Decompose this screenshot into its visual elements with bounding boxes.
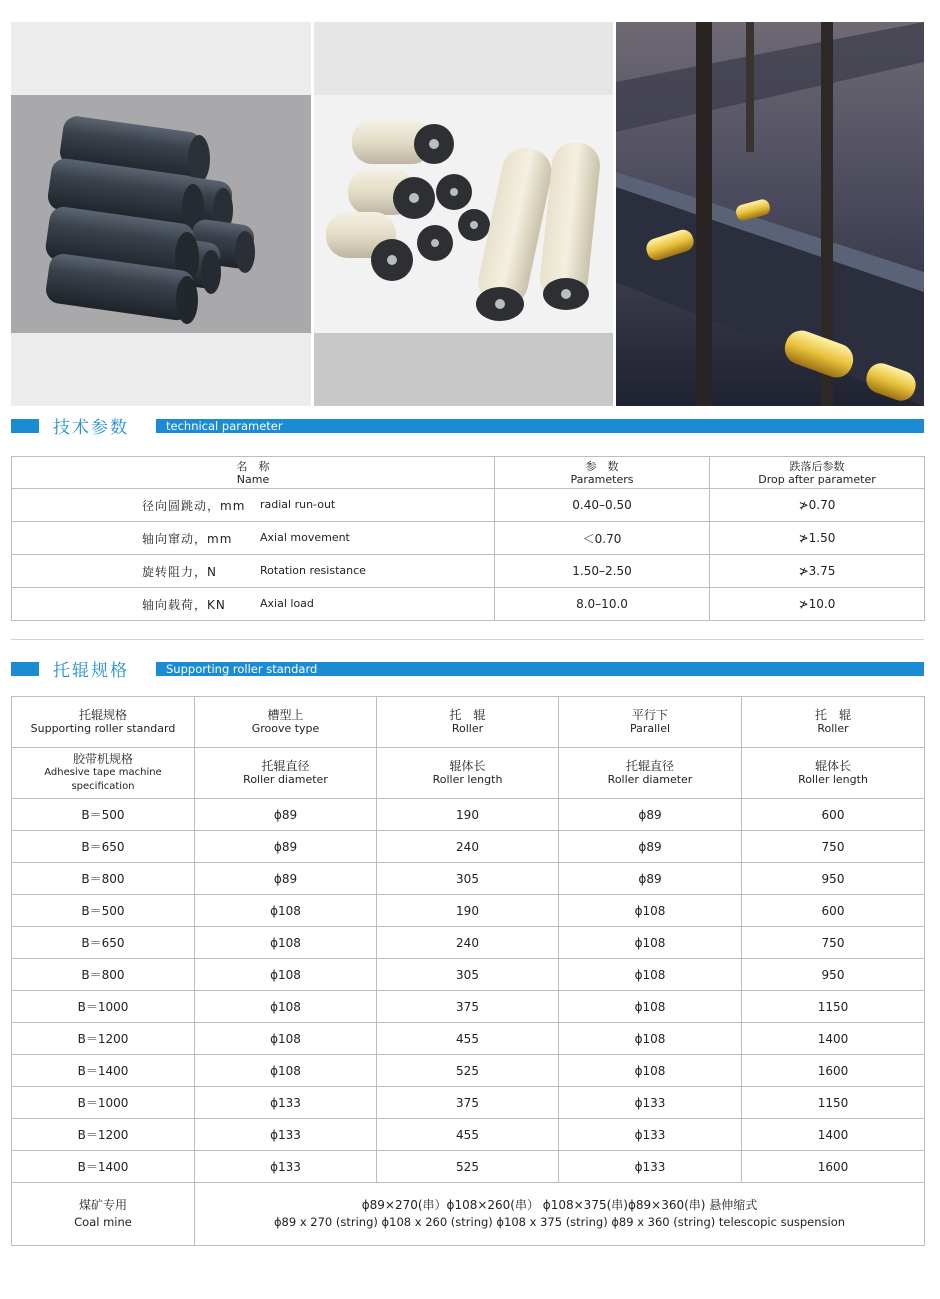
- tech-row: [12, 489, 925, 522]
- std-header-cell: [742, 697, 925, 748]
- parallel-roller-diameter: ϕ108: [559, 1055, 742, 1087]
- table-row: [12, 1087, 925, 1119]
- groove-roller-diameter: ϕ133: [195, 1119, 377, 1151]
- table-row: [12, 895, 925, 927]
- belt-width: B＝800: [12, 863, 195, 895]
- drop-value: ≯10.0: [710, 588, 925, 621]
- parallel-roller-length: 1150: [742, 991, 925, 1023]
- groove-roller-diameter: ϕ108: [195, 959, 377, 991]
- param-value: 8.0–10.0: [495, 588, 710, 621]
- std-title-en: Supporting roller standard: [166, 662, 318, 676]
- coal-mine-label: [12, 1183, 195, 1246]
- tech-header-drop: [710, 457, 925, 489]
- parallel-roller-diameter: ϕ89: [559, 863, 742, 895]
- belt-width: B＝1200: [12, 1023, 195, 1055]
- tech-name-cell: [12, 555, 495, 588]
- std-header-cell: [559, 748, 742, 799]
- groove-roller-length: 455: [377, 1023, 559, 1055]
- param-name-cn: 径向圆跳动，mm: [142, 499, 246, 513]
- coal-label-cn: 煤矿专用: [78, 1198, 127, 1212]
- header-en: Supporting roller standard: [30, 722, 176, 735]
- conveyor-photo: [616, 22, 924, 406]
- groove-roller-diameter: ϕ108: [195, 927, 377, 959]
- table-row: [12, 959, 925, 991]
- belt-width: B＝650: [12, 831, 195, 863]
- groove-roller-length: 190: [377, 799, 559, 831]
- tech-name-cell: [12, 489, 495, 522]
- groove-roller-length: 190: [377, 895, 559, 927]
- parallel-roller-length: 750: [742, 927, 925, 959]
- belt-width: B＝500: [12, 895, 195, 927]
- parallel-roller-diameter: ϕ108: [559, 895, 742, 927]
- param-value: 1.50–2.50: [495, 555, 710, 588]
- header-en: Roller diameter: [607, 773, 693, 786]
- parallel-roller-diameter: ϕ89: [559, 831, 742, 863]
- belt-width: B＝1000: [12, 1087, 195, 1119]
- parallel-roller-diameter: ϕ89: [559, 799, 742, 831]
- header-en: Roller length: [432, 773, 503, 786]
- std-header-cell: [12, 748, 195, 799]
- groove-roller-length: 240: [377, 831, 559, 863]
- parallel-roller-length: 1150: [742, 1087, 925, 1119]
- belt-width: B＝1200: [12, 1119, 195, 1151]
- tech-header-name: [12, 457, 495, 489]
- parallel-roller-diameter: ϕ133: [559, 1151, 742, 1183]
- drop-value: ≯1.50: [710, 522, 925, 555]
- parallel-roller-diameter: ϕ133: [559, 1119, 742, 1151]
- param-name-cn: 轴向窜动，mm: [142, 532, 233, 546]
- table-row: [12, 1055, 925, 1087]
- parallel-roller-length: 1600: [742, 1151, 925, 1183]
- std-header-cell: [195, 748, 377, 799]
- header-en: Adhesive tape machine specification: [44, 767, 162, 792]
- table-row: [12, 1119, 925, 1151]
- std-header-row-2: [12, 748, 925, 799]
- coal-spec-en: ϕ89 x 270 (string) ϕ108 x 260 (string) ϕ108 x 375 (string) ϕ89 x 360 (string) telescopic suspension: [273, 1215, 846, 1229]
- groove-roller-length: 525: [377, 1151, 559, 1183]
- header-en: Parallel: [629, 722, 671, 735]
- parallel-roller-length: 1400: [742, 1023, 925, 1055]
- param-value: 0.40–0.50: [495, 489, 710, 522]
- groove-roller-length: 525: [377, 1055, 559, 1087]
- tech-table: [11, 456, 925, 621]
- std-header-cell: [559, 697, 742, 748]
- groove-roller-diameter: ϕ108: [195, 895, 377, 927]
- table-row: [12, 799, 925, 831]
- parallel-roller-diameter: ϕ108: [559, 1023, 742, 1055]
- table-row: [12, 863, 925, 895]
- std-header-cell: [377, 697, 559, 748]
- header-cn: 辊体长: [814, 759, 851, 773]
- header-en: Groove type: [251, 722, 320, 735]
- header-cn: 跌落后参数: [789, 459, 845, 473]
- param-name-en: Axial movement: [260, 531, 350, 544]
- table-row: [12, 1151, 925, 1183]
- param-name-en: Axial load: [260, 597, 314, 610]
- table-row: [12, 831, 925, 863]
- header-cn: 托辊直径: [261, 759, 310, 773]
- table-row: [12, 927, 925, 959]
- tech-header-param: [495, 457, 710, 489]
- parallel-roller-length: 950: [742, 959, 925, 991]
- black-rollers-photo: [11, 22, 311, 406]
- std-header-cell: [742, 748, 925, 799]
- tech-row: [12, 588, 925, 621]
- header-cn: 托 辊: [814, 708, 851, 722]
- groove-roller-length: 305: [377, 959, 559, 991]
- groove-roller-length: 375: [377, 1087, 559, 1119]
- belt-width: B＝1400: [12, 1055, 195, 1087]
- header-cn: 托 辊: [449, 708, 486, 722]
- groove-roller-diameter: ϕ108: [195, 991, 377, 1023]
- groove-roller-diameter: ϕ108: [195, 1023, 377, 1055]
- groove-roller-length: 240: [377, 927, 559, 959]
- groove-roller-diameter: ϕ89: [195, 799, 377, 831]
- param-name-cn: 轴向载荷，KN: [142, 598, 226, 612]
- section-marker: [11, 662, 39, 676]
- header-cn: 参 数: [585, 459, 619, 473]
- param-name-en: radial run-out: [260, 498, 336, 511]
- section-marker: [11, 419, 39, 433]
- groove-roller-length: 305: [377, 863, 559, 895]
- table-row: [12, 1023, 925, 1055]
- belt-width: B＝1400: [12, 1151, 195, 1183]
- std-header-row-1: [12, 697, 925, 748]
- groove-roller-diameter: ϕ108: [195, 1055, 377, 1087]
- header-en: Parameters: [570, 472, 634, 486]
- std-section-header: [11, 659, 924, 679]
- belt-width: B＝650: [12, 927, 195, 959]
- parallel-roller-diameter: ϕ108: [559, 991, 742, 1023]
- header-cn: 名 称: [236, 459, 270, 473]
- coal-mine-row: [12, 1183, 925, 1246]
- parallel-roller-diameter: ϕ108: [559, 927, 742, 959]
- photo-strip: [11, 22, 924, 406]
- tech-row: [12, 555, 925, 588]
- header-cn: 托辊规格: [78, 708, 127, 722]
- parallel-roller-length: 1600: [742, 1055, 925, 1087]
- coal-spec-cn: ϕ89×270(串）ϕ108×260(串） ϕ108×375(串)ϕ89×360(串) 悬伸缩式: [361, 1198, 758, 1212]
- tech-name-cell: [12, 588, 495, 621]
- parallel-roller-length: 750: [742, 831, 925, 863]
- groove-roller-diameter: ϕ89: [195, 831, 377, 863]
- tech-row: [12, 522, 925, 555]
- header-en: Roller: [817, 722, 849, 735]
- coal-mine-spec: [195, 1183, 925, 1246]
- std-header-cell: [195, 697, 377, 748]
- std-table-body: [12, 799, 925, 1183]
- header-en: Roller diameter: [243, 773, 328, 786]
- section-divider: [11, 639, 924, 640]
- groove-roller-diameter: ϕ133: [195, 1087, 377, 1119]
- parallel-roller-length: 950: [742, 863, 925, 895]
- header-cn: 胶带机规格: [72, 752, 133, 766]
- param-name-cn: 旋转阻力，N: [142, 565, 217, 579]
- table-row: [12, 991, 925, 1023]
- std-table: [11, 696, 925, 1246]
- header-en: Roller length: [798, 773, 868, 786]
- tech-title-cn: 技术参数: [53, 418, 129, 438]
- param-value: ＜0.70: [495, 522, 710, 555]
- header-cn: 平行下: [631, 708, 668, 722]
- parallel-roller-diameter: ϕ133: [559, 1087, 742, 1119]
- header-cn: 辊体长: [449, 759, 486, 773]
- parallel-roller-length: 600: [742, 799, 925, 831]
- tech-header-row: [12, 457, 925, 489]
- tech-title-en: technical parameter: [166, 419, 283, 433]
- belt-width: B＝800: [12, 959, 195, 991]
- white-rollers-photo: [314, 22, 613, 406]
- parallel-roller-length: 600: [742, 895, 925, 927]
- groove-roller-length: 375: [377, 991, 559, 1023]
- header-cn: 托辊直径: [625, 759, 674, 773]
- parallel-roller-diameter: ϕ108: [559, 959, 742, 991]
- groove-roller-length: 455: [377, 1119, 559, 1151]
- header-en: Roller: [451, 722, 484, 735]
- groove-roller-diameter: ϕ89: [195, 863, 377, 895]
- std-header-cell: [377, 748, 559, 799]
- header-en: Name: [236, 472, 270, 486]
- std-header-cell: [12, 697, 195, 748]
- tech-name-cell: [12, 522, 495, 555]
- belt-width: B＝1000: [12, 991, 195, 1023]
- std-title-cn: 托辊规格: [53, 661, 129, 681]
- groove-roller-diameter: ϕ133: [195, 1151, 377, 1183]
- tech-section-header: [11, 416, 924, 436]
- drop-value: ≯0.70: [710, 489, 925, 522]
- header-cn: 槽型上: [267, 708, 304, 722]
- header-en: Drop after parameter: [758, 472, 876, 486]
- drop-value: ≯3.75: [710, 555, 925, 588]
- param-name-en: Rotation resistance: [260, 564, 366, 577]
- parallel-roller-length: 1400: [742, 1119, 925, 1151]
- coal-label-en: Coal mine: [74, 1215, 132, 1229]
- belt-width: B＝500: [12, 799, 195, 831]
